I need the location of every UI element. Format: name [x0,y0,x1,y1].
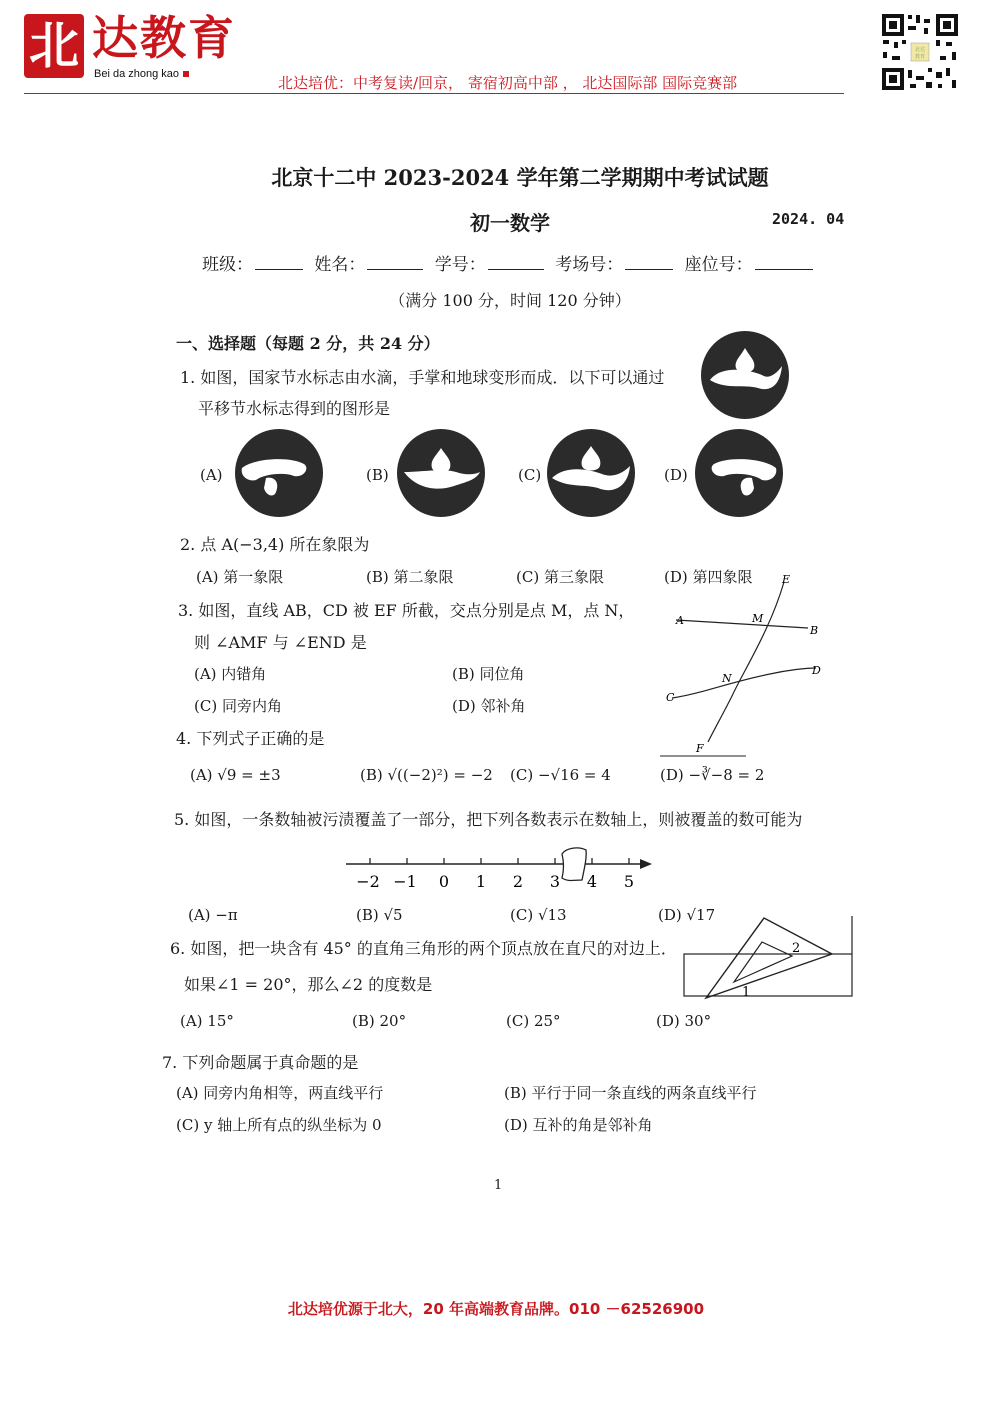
name-field[interactable] [367,255,423,270]
score-note: （满分 100 分，时间 120 分钟） [389,291,631,310]
q5-stem: 5. 如图，一条数轴被污渍覆盖了一部分，把下列各数表示在数轴上，则被覆盖的数可能为 [174,810,803,829]
q1-option-a-figure-icon[interactable] [234,428,324,518]
q2-option-c[interactable]: (C) 第三象限 [516,568,604,586]
exam-subject: 初一数学 [470,211,550,235]
q1-option-a-label: (A) [200,466,223,484]
brand-square-icon [183,71,189,77]
q3-label-b: B [810,624,819,637]
q1-stem-line2: 平移节水标志得到的图形是 [198,399,391,418]
footer-slogan: 北达培优源于北大，20 年高端教育品牌。010 －62526900 [287,1300,705,1318]
q3-label-e: E [782,573,791,586]
q2-option-d[interactable]: (D) 第四象限 [664,568,753,586]
room-field[interactable] [625,255,673,270]
header-divider [24,93,844,94]
brand-subtitle-text: Bei da zhong kao [94,68,180,80]
class-field[interactable] [255,255,303,270]
q1-option-c-label: (C) [518,466,542,484]
q6-angle-1-label: 1 [742,985,751,1000]
header-links: 北达培优：中考复读/回京， 寄宿初高中部 ， 北达国际部 国际竞赛部 [278,74,738,92]
exam-date: 2024. 04 [772,210,845,228]
seat-label: 座位号： [684,255,753,275]
q3-option-d[interactable]: (D) 邻补角 [452,697,526,715]
q3-option-c[interactable]: (C) 同旁内角 [194,697,282,715]
brand-subtitle [94,68,189,80]
q6-option-d[interactable]: (D) 30° [656,1012,712,1030]
q7-option-b[interactable]: (B) 平行于同一条直线的两条直线平行 [504,1084,757,1102]
q1-option-b-figure-icon[interactable] [396,428,486,518]
q3-label-n: N [722,672,732,685]
q1-option-c-figure-icon[interactable] [546,428,636,518]
water-saving-logo-icon [700,330,790,420]
q7-stem: 7. 下列命题属于真命题的是 [162,1053,359,1072]
qr-code-icon [880,12,960,92]
q3-option-a[interactable]: (A) 内错角 [194,665,267,683]
q5-option-d[interactable]: (D) √17 [658,906,716,924]
q7-option-a[interactable]: (A) 同旁内角相等，两直线平行 [176,1084,384,1102]
q5-axis-label: −2 [356,872,380,891]
section-heading: 一、选择题（每题 2 分，共 24 分） [176,334,440,353]
q3-label-c: C [666,691,675,704]
q6-angle-2-label: 2 [792,941,801,956]
exam-title: 北京十二中 2023-2024 学年第二学期期中考试试题 [271,165,769,190]
q4-option-d[interactable]: (D) −∛−8 = 2 [660,766,765,784]
q3-stem-line2: 则 ∠AMF 与 ∠END 是 [194,633,367,652]
name-label: 姓名： [314,255,366,275]
q2-option-b[interactable]: (B) 第二象限 [366,568,454,586]
q5-axis-label: 0 [438,872,450,891]
q1-stem-line1: 1. 如图，国家节水标志由水滴，手掌和地球变形而成．以下可以通过 [180,368,665,387]
q5-axis-label: 4 [586,872,598,891]
q5-axis-label: 3 [549,872,561,891]
q6-stem-line1: 6. 如图，把一块含有 45° 的直角三角形的两个顶点放在直尺的对边上． [170,939,677,958]
q3-option-b[interactable]: (B) 同位角 [452,665,525,683]
q1-option-d-figure-icon[interactable] [694,428,784,518]
q3-label-a: A [676,614,684,627]
q6-stem-line2: 如果∠1 = 20°，那么∠2 的度数是 [184,975,433,994]
class-label: 班级： [202,255,253,275]
q4-option-b[interactable]: (B) √((−2)²) = −2 [360,766,493,784]
q3-stem-line1: 3. 如图，直线 AB，CD 被 EF 所截，交点分别是点 M，点 N， [178,601,635,620]
q3-label-d: D [812,664,821,677]
q4-option-a[interactable]: (A) √9 = ±3 [190,766,281,784]
q7-option-c[interactable]: (C) y 轴上所有点的纵坐标为 0 [176,1116,382,1134]
q5-option-c[interactable]: (C) √13 [510,906,567,924]
q4-option-c[interactable]: (C) −√16 = 4 [510,766,611,784]
brand-logo-mark: 北 [24,14,84,78]
q6-option-a[interactable]: (A) 15° [180,1012,234,1030]
q3-intersecting-lines-figure [660,570,840,760]
q5-stain-patch [562,848,586,881]
q6-option-b[interactable]: (B) 20° [352,1012,407,1030]
q3-label-m: M [752,612,764,625]
q5-option-b[interactable]: (B) √5 [356,906,403,924]
q5-axis-label: −1 [393,872,417,891]
student-id-field[interactable] [488,255,544,270]
brand-name: 达教育 [92,11,236,65]
q6-option-c[interactable]: (C) 25° [506,1012,561,1030]
q5-axis-label: 1 [475,872,487,891]
q3-label-f: F [696,742,704,755]
svg-text:教育: 教育 [914,54,926,60]
q5-axis-label: 2 [512,872,524,891]
q5-axis-label: 5 [623,872,635,891]
q2-option-a[interactable]: (A) 第一象限 [196,568,284,586]
q1-option-d-label: (D) [664,466,688,484]
page-number: 1 [494,1178,503,1193]
student-info-line [202,250,819,275]
q2-stem: 2. 点 A(−3,4) 所在象限为 [180,535,370,554]
room-label: 考场号： [555,255,624,275]
q6-ruler-triangle-figure [680,912,860,1004]
q5-number-line-figure [340,840,660,896]
student-id-label: 学号： [434,255,486,275]
q5-option-a[interactable]: (A) −π [188,906,238,924]
q7-option-d[interactable]: (D) 互补的角是邻补角 [504,1116,653,1134]
q1-option-b-label: (B) [366,466,389,484]
svg-text:北达: 北达 [914,47,926,53]
seat-field[interactable] [755,255,813,270]
q4-stem: 4. 下列式子正确的是 [176,729,325,748]
